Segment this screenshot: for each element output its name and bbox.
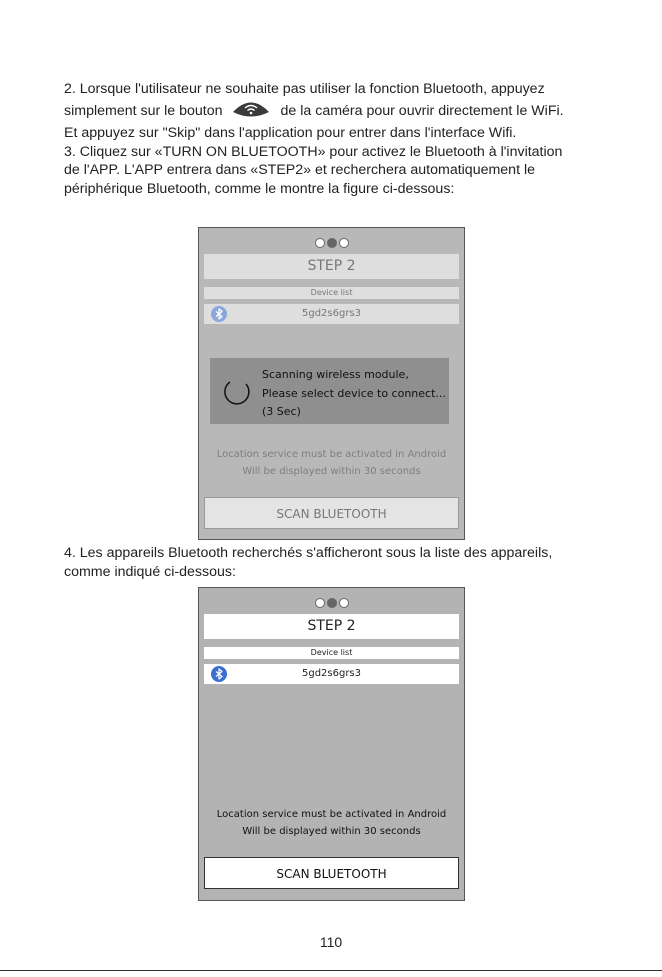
page-dot (339, 598, 349, 608)
text-line: Et appuyez sur "Skip" dans l'application pour entrer dans l'interface Wifi. (64, 125, 517, 142)
instruction-paragraph-2-3 (64, 80, 624, 199)
scanning-dialog (210, 358, 449, 424)
page-dot-active (327, 238, 337, 248)
note-line: Will be displayed within 30 seconds (242, 466, 421, 477)
page-indicator (199, 238, 464, 248)
note-line: Location service must be activated in Android (216, 809, 447, 820)
device-list-item[interactable] (204, 664, 459, 684)
page-divider (0, 970, 662, 971)
device-list-label: Device list (204, 647, 459, 659)
dialog-countdown: (3 Sec) (262, 405, 301, 418)
device-list-item[interactable] (204, 304, 459, 324)
device-name: 5gd2s6grs3 (301, 308, 362, 319)
scan-bluetooth-button[interactable]: SCAN BLUETOOTH (204, 857, 459, 889)
app-screenshot-device-found (198, 587, 465, 901)
page-dot (315, 598, 325, 608)
device-list-label: Device list (204, 287, 459, 299)
page-dot (339, 238, 349, 248)
text-line: comme indiqué ci-dessous: (64, 563, 236, 580)
step-title: STEP 2 (204, 254, 459, 279)
page-dot (315, 238, 325, 248)
text-line: périphérique Bluetooth, comme le montre la figure ci-dessous: (64, 180, 455, 197)
text-line: 4. Les appareils Bluetooth recherchés s'afficheront sous la liste des appareils, (64, 545, 553, 561)
text-line-with-icon (64, 99, 624, 125)
bluetooth-icon (211, 666, 227, 682)
loading-spinner-icon (221, 375, 253, 407)
page-dot-active (327, 598, 337, 608)
text-fragment: simplement sur le bouton (64, 102, 223, 119)
text-line: 2. Lorsque l'utilisateur ne souhaite pas utiliser la fonction Bluetooth, appuyez (64, 81, 545, 97)
app-screenshot-scanning (198, 227, 465, 540)
note-line: Will be displayed within 30 seconds (242, 826, 421, 837)
dialog-line: Scanning wireless module, (262, 368, 409, 381)
text-line: 3. Cliquez sur «TURN ON BLUETOOTH» pour activez le Bluetooth à l'invitation (64, 143, 563, 160)
device-name: 5gd2s6grs3 (301, 668, 362, 679)
text-fragment: de la caméra pour ouvrir directement le WiFi. (280, 102, 564, 119)
location-note (199, 806, 464, 840)
location-note (199, 446, 464, 480)
text-line: de l'APP. L'APP entrera dans «STEP2» et recherchera automatiquement le (64, 162, 535, 179)
bluetooth-icon (211, 306, 227, 322)
page-indicator (199, 598, 464, 608)
page-number: 110 (319, 934, 343, 950)
note-line: Location service must be activated in Android (216, 449, 447, 460)
dialog-line: Please select device to connect... (262, 386, 446, 400)
step-title: STEP 2 (204, 614, 459, 639)
scan-bluetooth-button[interactable]: SCAN BLUETOOTH (204, 497, 459, 529)
wifi-button-icon (231, 99, 271, 125)
instruction-paragraph-4 (64, 544, 624, 581)
